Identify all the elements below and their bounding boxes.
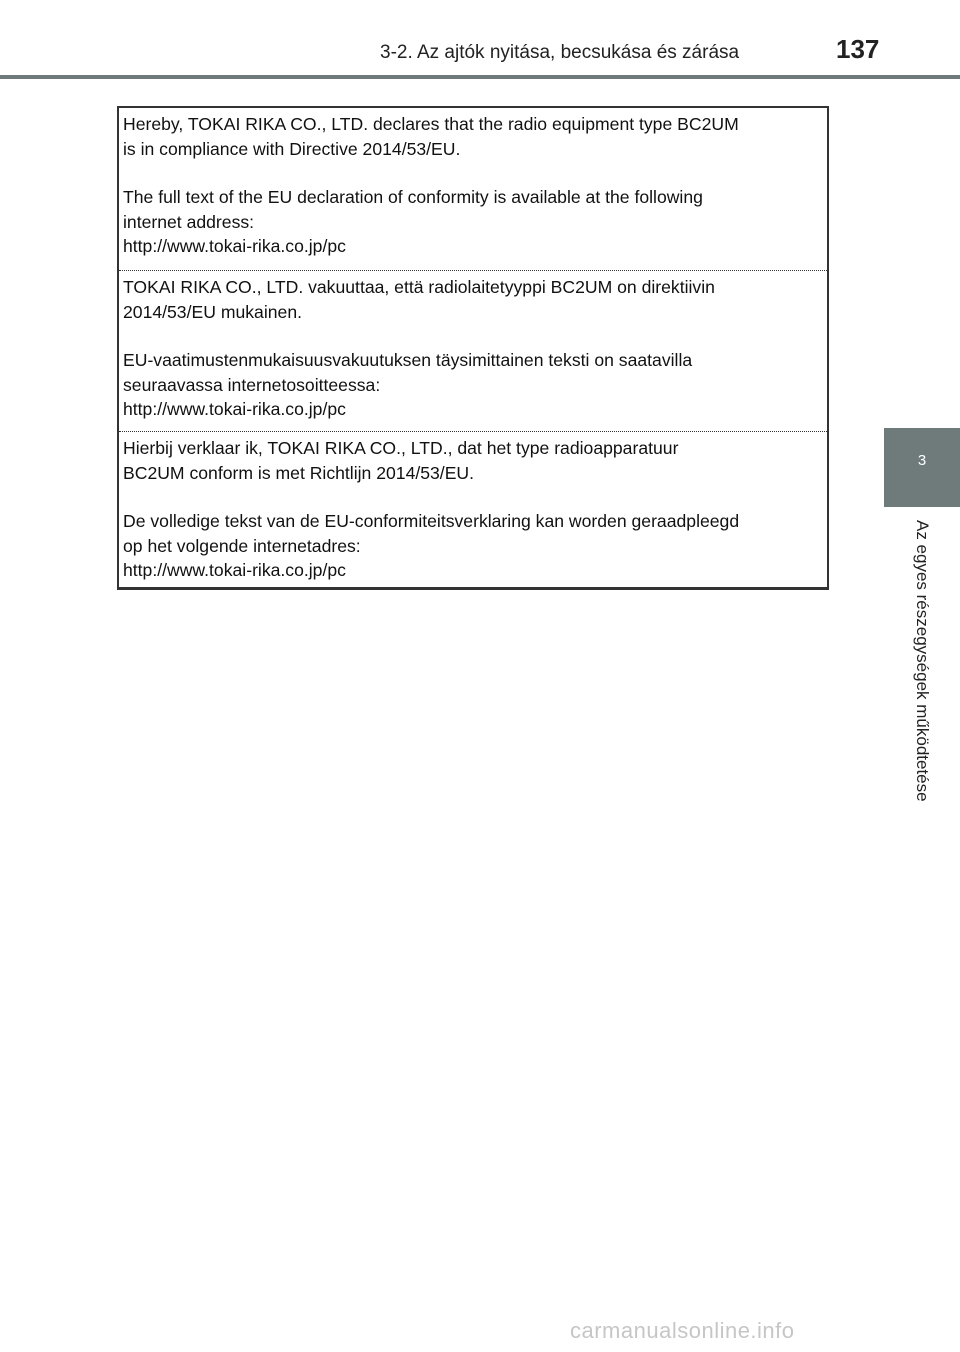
text-line: Hierbij verklaar ik, TOKAI RIKA CO., LTD., dat het type radioapparatuur	[123, 438, 679, 458]
chapter-tab: 3	[884, 428, 960, 507]
text-line: EU-vaatimustenmukaisuusvakuutuksen täysimittainen teksti on saatavilla	[123, 350, 693, 370]
declaration-availability	[123, 509, 827, 583]
header-divider	[0, 75, 960, 79]
declaration-url: http://www.tokai-rika.co.jp/pc	[123, 236, 346, 256]
text-line: The full text of the EU declaration of conformity is available at the following	[123, 187, 703, 207]
text-line: Hereby, TOKAI RIKA CO., LTD. declares that the radio equipment type BC2UM	[123, 114, 739, 134]
section-title: 3-2. Az ajtók nyitása, becsukása és zárása	[380, 42, 740, 63]
text-line: op het volgende internetadres:	[123, 535, 361, 556]
text-line: internet address:	[123, 211, 255, 232]
text-line: is in compliance with Directive 2014/53/EU.	[123, 138, 461, 159]
declaration-english	[119, 108, 827, 270]
declaration-finnish	[119, 270, 827, 431]
declaration-statement	[123, 436, 827, 485]
declaration-dutch	[119, 431, 827, 588]
declaration-box	[117, 106, 829, 590]
declaration-statement	[123, 112, 827, 161]
page-number: 137	[836, 34, 880, 64]
text-line: 2014/53/EU mukainen.	[123, 301, 302, 322]
chapter-title: Az egyes részegységek működtetése	[913, 520, 932, 802]
declaration-availability	[123, 348, 827, 422]
declaration-statement	[123, 275, 827, 324]
text-line: TOKAI RIKA CO., LTD. vakuuttaa, että radiolaitetyyppi BC2UM on direktiivin	[123, 277, 715, 297]
text-line: seuraavassa internetosoitteessa:	[123, 374, 381, 395]
text-line: De volledige tekst van de EU-conformiteitsverklaring kan worden geraadpleegd	[123, 511, 740, 531]
watermark: carmanualsonline.info	[570, 1318, 795, 1343]
text-line: BC2UM conform is met Richtlijn 2014/53/EU.	[123, 462, 475, 483]
chapter-side-label	[884, 520, 960, 856]
declaration-url: http://www.tokai-rika.co.jp/pc	[123, 399, 346, 419]
declaration-url: http://www.tokai-rika.co.jp/pc	[123, 560, 346, 580]
declaration-availability	[123, 185, 827, 259]
